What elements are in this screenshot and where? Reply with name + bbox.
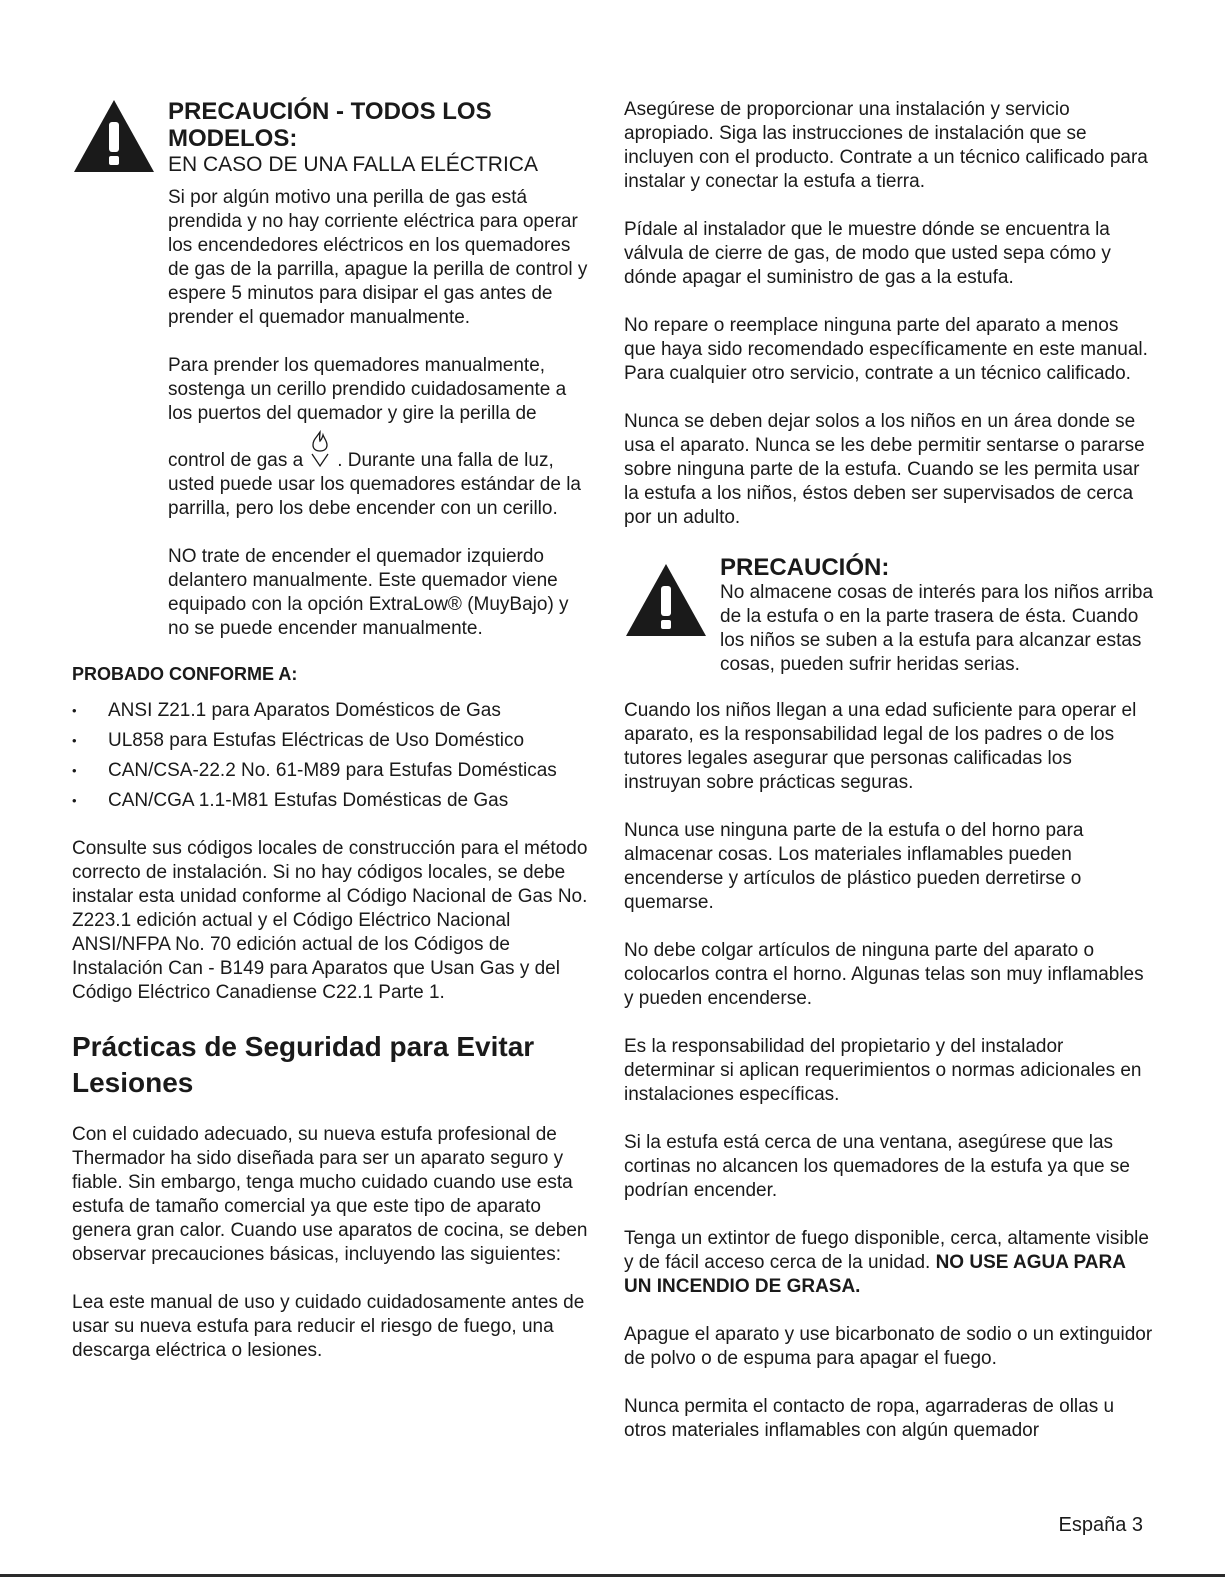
paragraph: Nunca se deben dejar solos a los niños en un área donde se usa el aparato. Nunca se les debe permitir sentarse o pararse sobre ninguna parte de la estufa. Cuando se les permita usar la estufa a los niños, éstos deben ser supervisados de cerca por un adulto. xyxy=(624,411,1145,528)
paragraph: No repare o reemplace ninguna parte del aparato a menos que haya sido recomendado específicamente en este manual. Para cualquier otro servicio, contrate a un técnico calificado. xyxy=(624,315,1148,384)
text-before-icon: control de gas a xyxy=(168,450,304,471)
paragraph: Si la estufa está cerca de una ventana, asegúrese que las cortinas no alcancen los quemadores de la estufa ya que se podrían encender. xyxy=(624,1132,1130,1201)
section-paragraph: Con el cuidado adecuado, su nueva estufa profesional de Thermador ha sido diseñada para ser un aparato seguro y fiable. Sin embargo, tenga mucho cuidado cuando use esta estufa de tamaño comercial ya que este tipo de aparato genera gran calor. Cuando use aparatos de cocina, se deben observar precauciones básicas, incluyendo las siguientes: xyxy=(72,1124,588,1265)
warning-paragraph: NO trate de encender el quemador izquierdo delantero manualmente. Este quemador viene equipado con la opción ExtraLow® (MuyBajo) y no se puede encender manualmente. xyxy=(168,546,569,639)
paragraph xyxy=(624,1227,1154,1299)
codes-paragraph: Consulte sus códigos locales de construcción para el método correcto de instalación. Si no hay códigos locales, se debe instalar esta unidad conforme al Código Nacional de Gas No. Z223.1 edición actual y el Código Eléctrico Nacional ANSI/NFPA No. 70 edición actual de los Códigos de Instalación Can - B149 para Aparatos que Usan Gas y del Código Eléctrico Canadiense C22.1 Parte 1. xyxy=(72,838,588,1003)
warning-paragraph: Para prender los quemadores manualmente, sostenga un cerillo prendido cuidadosamente a los puertos del quemador y gire la perilla de xyxy=(168,355,567,424)
grease-fire-warning: NO USE AGUA PARA UN INCENDIO DE GRASA. xyxy=(624,1252,1126,1297)
list-item: • CAN/CSA-22.2 No. 61-M89 para Estufas Domésticas xyxy=(72,759,592,783)
text-after-icon: . Durante una falla de luz, usted puede usar los quemadores estándar de la parrilla, pero los debe encender con un cerillo. xyxy=(168,450,581,519)
paragraph: Nunca use ninguna parte de la estufa o del horno para almacenar cosas. Los materiales inflamables pueden encenderse y artículos de plástico pueden derretirse o quemarse. xyxy=(624,820,1084,913)
warning-title: PRECAUCIÓN - TODOS LOS MODELOS: xyxy=(168,98,492,152)
list-item: • UL858 para Estufas Eléctricas de Uso Doméstico xyxy=(72,729,592,753)
warning-paragraph xyxy=(168,430,592,521)
warning-paragraph: Si por algún motivo una perilla de gas está prendida y no hay corriente eléctrica para operar los encendedores eléctricos en los quemadores de gas de la parrilla, apague la perilla de control y espere 5 minutos para disipar el gas antes de prender el quemador manualmente. xyxy=(168,187,588,328)
section-title: Prácticas de Seguridad para Evitar Lesiones xyxy=(72,1031,535,1098)
paragraph: Pídale al instalador que le muestre dónde se encuentra la válvula de cierre de gas, de modo que usted sepa cómo y dónde apagar el suministro de gas a la estufa. xyxy=(624,219,1111,288)
paragraph: No debe colgar artículos de ninguna parte del aparato o colocarlos contra el horno. Algunas telas son muy inflamables y pueden encenderse. xyxy=(624,940,1144,1009)
tested-heading: PROBADO CONFORME A: xyxy=(72,664,298,684)
paragraph-text: Tenga un extintor de fuego disponible, cerca, altamente visible y de fácil acceso cerca de la unidad. xyxy=(624,1228,1149,1273)
warning-title: PRECAUCIÓN: xyxy=(720,554,890,581)
section-paragraph: Lea este manual de uso y cuidado cuidadosamente antes de usar su nueva estufa para reducir el riesgo de fuego, una descarga eléctrica o lesiones. xyxy=(72,1292,585,1361)
warning-subtitle: EN CASO DE UNA FALLA ELÉCTRICA xyxy=(168,153,538,176)
paragraph: Apague el aparato y use bicarbonato de sodio o un extinguidor de polvo o de espuma para apagar el fuego. xyxy=(624,1324,1153,1369)
warning-triangle-icon xyxy=(624,562,708,638)
left-column xyxy=(72,98,592,1363)
warning-triangle-icon xyxy=(72,98,156,174)
right-column xyxy=(624,98,1154,1443)
warning-children xyxy=(624,554,1154,677)
paragraph: Cuando los niños llegan a una edad suficiente para operar el aparato, es la responsabilidad legal de los padres o de los tutores legales asegurar que personas calificadas los instruyan sobre prácticas seguras. xyxy=(624,700,1137,793)
list-item: • ANSI Z21.1 para Aparatos Domésticos de Gas xyxy=(72,699,592,723)
flame-icon xyxy=(307,430,333,468)
warning-all-models xyxy=(72,98,592,641)
paragraph: Asegúrese de proporcionar una instalación y servicio apropiado. Siga las instrucciones de instalación que se incluyen con el producto. Contrate a un técnico calificado para instalar y conectar la estufa a tierra. xyxy=(624,99,1148,192)
page-footer: España 3 xyxy=(1058,1514,1143,1536)
standards-list xyxy=(72,699,592,813)
paragraph: Es la responsabilidad del propietario y del instalador determinar si aplican requerimientos o normas adicionales en instalaciones específicas. xyxy=(624,1036,1142,1105)
paragraph: Nunca permita el contacto de ropa, agarraderas de ollas u otros materiales inflamables con algún quemador xyxy=(624,1396,1115,1441)
warning-paragraph: No almacene cosas de interés para los niños arriba de la estufa o en la parte trasera de ésta. Cuando los niños se suben a la estufa para alcanzar estas cosas, pueden sufrir heridas serias. xyxy=(720,582,1154,675)
bottom-rule xyxy=(0,1574,1225,1577)
list-item: • CAN/CGA 1.1-M81 Estufas Domésticas de Gas xyxy=(72,789,592,813)
